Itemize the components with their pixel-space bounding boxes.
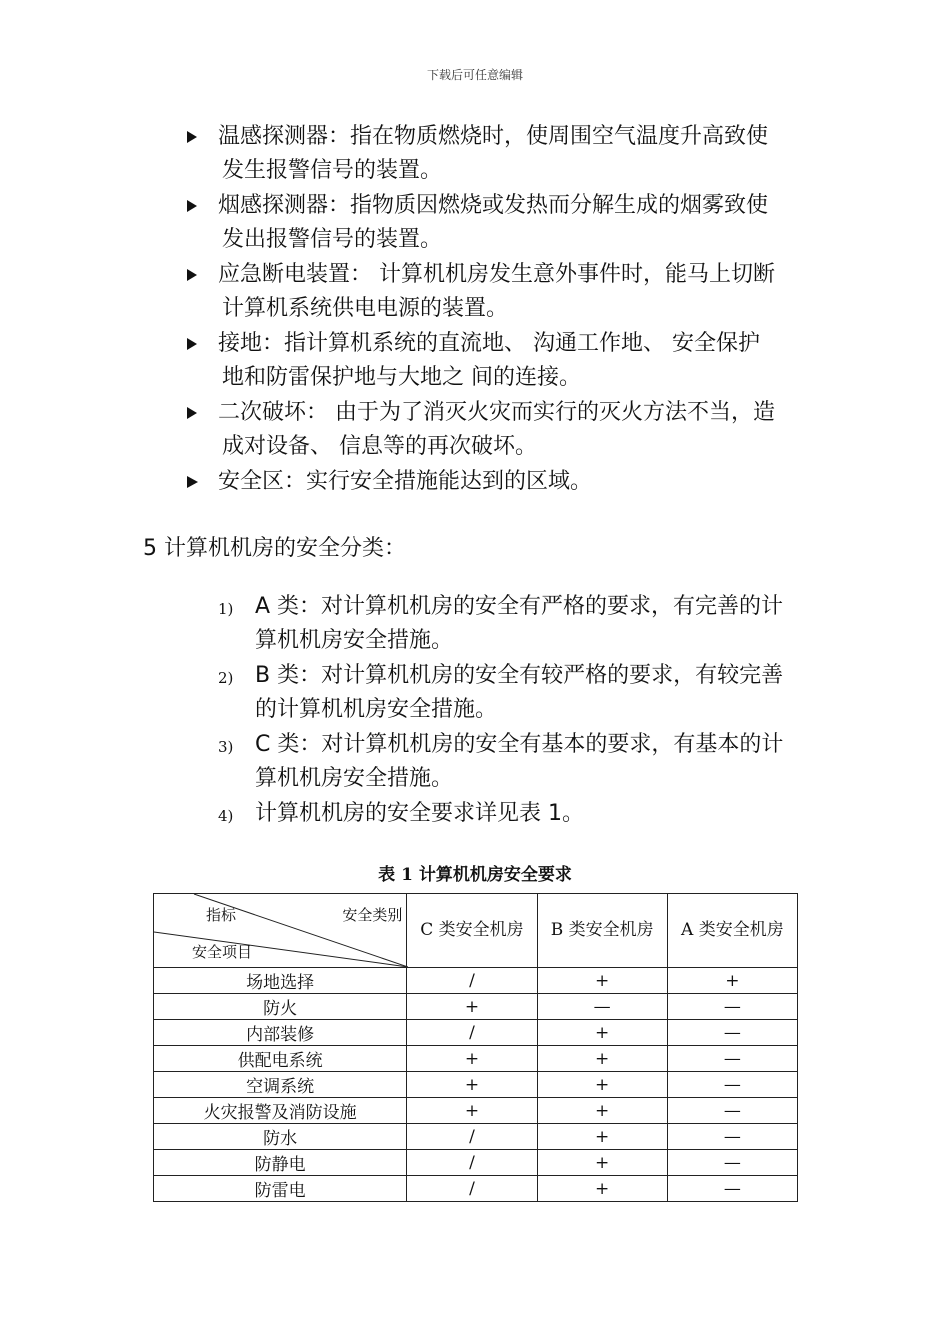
class-item (218, 590, 818, 658)
a-class-cell: — (667, 1046, 797, 1072)
b-class-cell: — (537, 994, 667, 1020)
b-class-cell: + (537, 968, 667, 994)
c-class-cell: / (407, 968, 537, 994)
b-class-cell: + (537, 1072, 667, 1098)
c-class-cell: + (407, 1046, 537, 1072)
c-class-cell: + (407, 994, 537, 1020)
definition-item (185, 327, 825, 395)
list-number: 4) (218, 807, 234, 825)
table-row (154, 994, 798, 1020)
arrow-bullet-icon (187, 476, 198, 488)
class-item (218, 728, 818, 796)
class-line: B 类：对计算机机房的安全有较严格的要求，有较完善 (255, 663, 784, 688)
definition-line: 成对设备、 信息等的再次破坏。 (222, 434, 537, 459)
table-row (154, 1124, 798, 1150)
arrow-bullet-icon (187, 338, 197, 350)
class-line: 的计算机机房安全措施。 (255, 697, 498, 722)
a-class-cell: + (667, 968, 797, 994)
definition-line: 二次破坏： 由于为了消灭火灾而实行的灭火方法不当，造 (218, 400, 775, 425)
a-class-cell: — (667, 1150, 797, 1176)
corner-category-label: 安全类别 (342, 906, 403, 924)
definition-item (185, 120, 825, 188)
a-class-cell: — (667, 1176, 797, 1202)
column-header: C 类安全机房 (407, 894, 537, 968)
row-label: 防雷电 (154, 1176, 407, 1202)
definition-list (185, 120, 825, 500)
security-requirements-table (153, 893, 798, 1202)
a-class-cell: — (667, 1124, 797, 1150)
arrow-bullet-icon (187, 269, 197, 281)
b-class-cell: + (537, 1150, 667, 1176)
c-class-cell: / (407, 1020, 537, 1046)
definition-line: 烟感探测器：指物质因燃烧或发热而分解生成的烟雾致使 (218, 193, 769, 218)
definition-item (185, 258, 825, 326)
b-class-cell: + (537, 1124, 667, 1150)
table-header-row (154, 894, 798, 968)
table-title: 表 1 计算机机房安全要求 (378, 865, 572, 885)
a-class-cell: — (667, 1098, 797, 1124)
row-label: 防水 (154, 1124, 407, 1150)
class-line: 计算机机房的安全要求详见表 1。 (255, 801, 584, 826)
table-row (154, 1098, 798, 1124)
b-class-cell: + (537, 1020, 667, 1046)
table-row (154, 1072, 798, 1098)
list-number: 1) (218, 600, 234, 618)
b-class-cell: + (537, 1176, 667, 1202)
definition-line: 接地：指计算机系统的直流地、 沟通工作地、 安全保护 (218, 331, 760, 356)
class-line: 算机机房安全措施。 (255, 766, 454, 791)
table-row (154, 1150, 798, 1176)
page-header: 下载后可任意编辑 (426, 68, 523, 82)
a-class-cell: — (667, 1020, 797, 1046)
definition-line: 计算机系统供电电源的装置。 (222, 296, 509, 321)
class-line: A 类：对计算机机房的安全有严格的要求，有完善的计 (255, 594, 784, 619)
definition-item (185, 189, 825, 257)
list-number: 2) (218, 669, 234, 687)
table-row (154, 1176, 798, 1202)
definition-line: 发出报警信号的装置。 (222, 227, 443, 252)
b-class-cell: + (537, 1046, 667, 1072)
definition-line: 地和防雷保护地与大地之 间的连接。 (222, 365, 581, 390)
corner-indicator-label: 指标 (206, 906, 237, 924)
class-item (218, 797, 818, 831)
c-class-cell: + (407, 1072, 537, 1098)
a-class-cell: — (667, 994, 797, 1020)
list-number: 3) (218, 738, 234, 756)
definition-line: 发生报警信号的装置。 (222, 158, 443, 183)
row-label: 供配电系统 (154, 1046, 407, 1072)
table-row (154, 1020, 798, 1046)
definition-item (185, 396, 825, 464)
row-label: 场地选择 (154, 968, 407, 994)
definition-line: 应急断电装置： 计算机机房发生意外事件时，能马上切断 (218, 262, 775, 287)
c-class-cell: / (407, 1150, 537, 1176)
class-item (218, 659, 818, 727)
arrow-bullet-icon (187, 131, 197, 143)
class-line: C 类：对计算机机房的安全有基本的要求，有基本的计 (255, 732, 784, 757)
c-class-cell: + (407, 1098, 537, 1124)
c-class-cell: / (407, 1124, 537, 1150)
b-class-cell: + (537, 1098, 667, 1124)
section-title: 5 计算机机房的安全分类： (143, 536, 406, 561)
row-label: 空调系统 (154, 1072, 407, 1098)
c-class-cell: / (407, 1176, 537, 1202)
arrow-bullet-icon (187, 407, 197, 419)
a-class-cell: — (667, 1072, 797, 1098)
diagonal-header-cell (154, 894, 407, 968)
table-row (154, 968, 798, 994)
column-header: B 类安全机房 (537, 894, 667, 968)
arrow-bullet-icon (187, 200, 197, 212)
row-label: 防火 (154, 994, 407, 1020)
definition-line: 安全区：实行安全措施能达到的区域。 (218, 469, 593, 494)
column-header: A 类安全机房 (667, 894, 797, 968)
corner-item-label: 安全项目 (192, 943, 253, 961)
class-list (218, 590, 818, 832)
definition-line: 温感探测器：指在物质燃烧时，使周围空气温度升高致使 (218, 124, 769, 149)
definition-item (185, 465, 825, 499)
class-line: 算机机房安全措施。 (255, 628, 454, 653)
row-label: 防静电 (154, 1150, 407, 1176)
table-row (154, 1046, 798, 1072)
row-label: 内部装修 (154, 1020, 407, 1046)
row-label: 火灾报警及消防设施 (154, 1098, 407, 1124)
